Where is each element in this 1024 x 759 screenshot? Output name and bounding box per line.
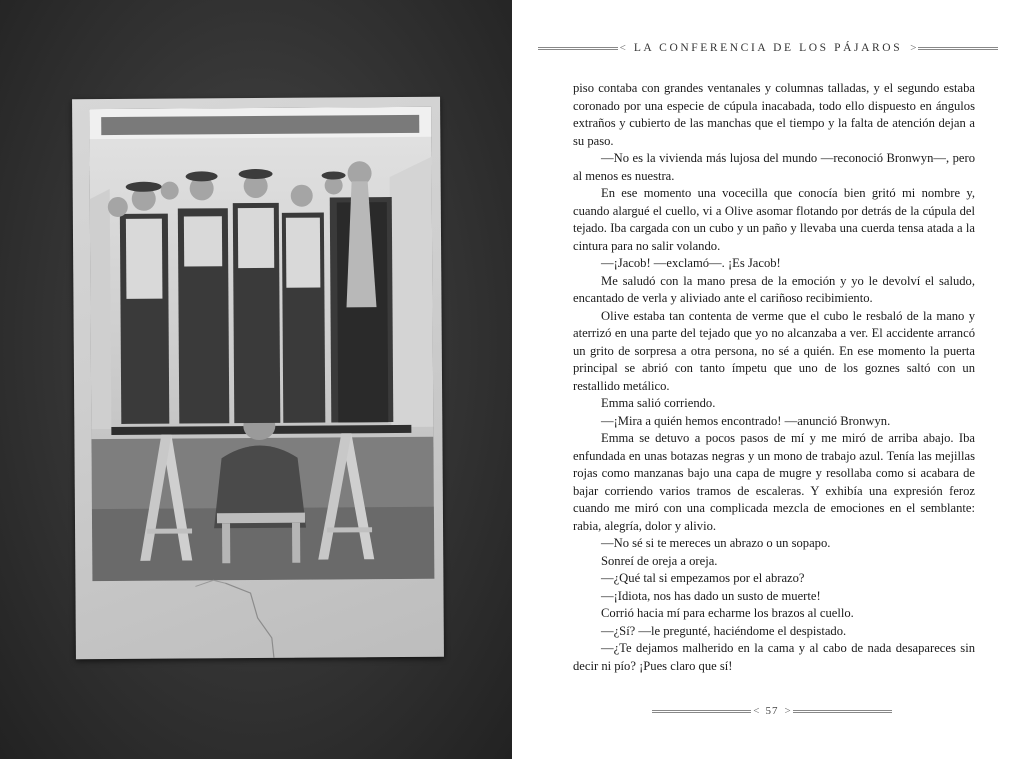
paragraph: —¿Qué tal si empezamos por el abrazo?	[601, 571, 805, 585]
header-rule-right	[918, 46, 998, 51]
paragraph: —¿Sí? —le pregunté, haciéndome el despistado.	[601, 623, 847, 638]
running-title: LA CONFERENCIA DE LOS PÁJAROS	[633, 42, 903, 54]
paragraph: —¡Mira a quién hemos encontrado! —anunció Bronwyn.	[601, 413, 891, 428]
footer-rule-right	[793, 709, 892, 714]
running-head	[538, 40, 998, 56]
paragraph: piso contaba con grandes ventanales y columnas talladas, y el segundo estaba coronado por una especie de cúpula inacabada, todo ello dispuesto en ángulos extraños y cubierto de las manchas que el tiempo y la falta de atención dejan a su paso.	[573, 81, 975, 148]
footer-rule-left	[652, 709, 751, 714]
page-number-footer	[652, 703, 892, 719]
paragraph: —No sé si te mereces un abrazo o un sopapo.	[601, 536, 831, 550]
paragraph: —¿Te dejamos malherido en la cama y al cabo de nada desapareces sin decir ni pío? ¡Pues claro que sí!	[573, 641, 975, 673]
paragraph: —No es la vivienda más lujosa del mundo —reconoció Bronwyn—, pero al menos es nuestra.	[573, 151, 975, 183]
paragraph: En ese momento una vocecilla que conocía bien gritó mi nombre y, cuando alargué el cuello, vi a Olive asomar flotando por detrás de la cúpula del tejado. Iba cargada con un cubo y un paño y llevaba una cuerda tensa atada a la cintura para no salir volando.	[573, 186, 975, 253]
vintage-group-photo	[89, 107, 434, 581]
paragraph: Corrió hacia mí para echarme los brazos al cuello.	[601, 606, 854, 620]
header-bracket-left: <	[619, 42, 626, 54]
footer-bracket-left: <	[753, 705, 760, 717]
header-rule-left	[538, 46, 618, 51]
paragraph: Me saludó con la mano presa de la emoción y yo le devolví el saludo, encantado de verla y aliviado ante el cariñoso recibimiento.	[573, 273, 975, 305]
paragraph: Sonreí de oreja a oreja.	[601, 553, 718, 568]
vintage-group-photo-icon	[89, 107, 434, 581]
paragraph: —¡Jacob! —exclamó—. ¡Es Jacob!	[601, 256, 781, 270]
page-number: 57	[765, 705, 779, 717]
paragraph: Emma salió corriendo.	[601, 396, 716, 410]
right-page	[512, 0, 1024, 759]
vintage-photo-card	[72, 97, 444, 660]
paragraph: Emma se detuvo a pocos pasos de mí y me miró de arriba abajo. Iba enfundada en unas botazas negras y un mono de trabajo azul. Tenía las mejillas rojas como manzanas bajo una capa de mugre y resollaba como si acabara de bajar corriendo varios tramos de escaleras. Y exhibía una expresión feroz cuando me miró con una complicada mezcla de emociones en el semblante: rabia, alegría, dolor y alivio.	[573, 431, 975, 533]
paragraph: —¡Idiota, nos has dado un susto de muerte!	[601, 588, 821, 603]
body-text	[573, 80, 975, 675]
header-bracket-right: >	[910, 42, 917, 54]
footer-bracket-right: >	[784, 705, 791, 717]
paragraph: Olive estaba tan contenta de verme que el cubo le resbaló de la mano y aterrizó en una parte del tejado que yo no alcanzaba a ver. El accidente arrancó un grito de sorpresa a otra persona, no sé a quién. En ese momento la puerta principal se abrió con tanto ímpetu que uno de los goznes saltó con un restallido metálico.	[573, 308, 975, 393]
